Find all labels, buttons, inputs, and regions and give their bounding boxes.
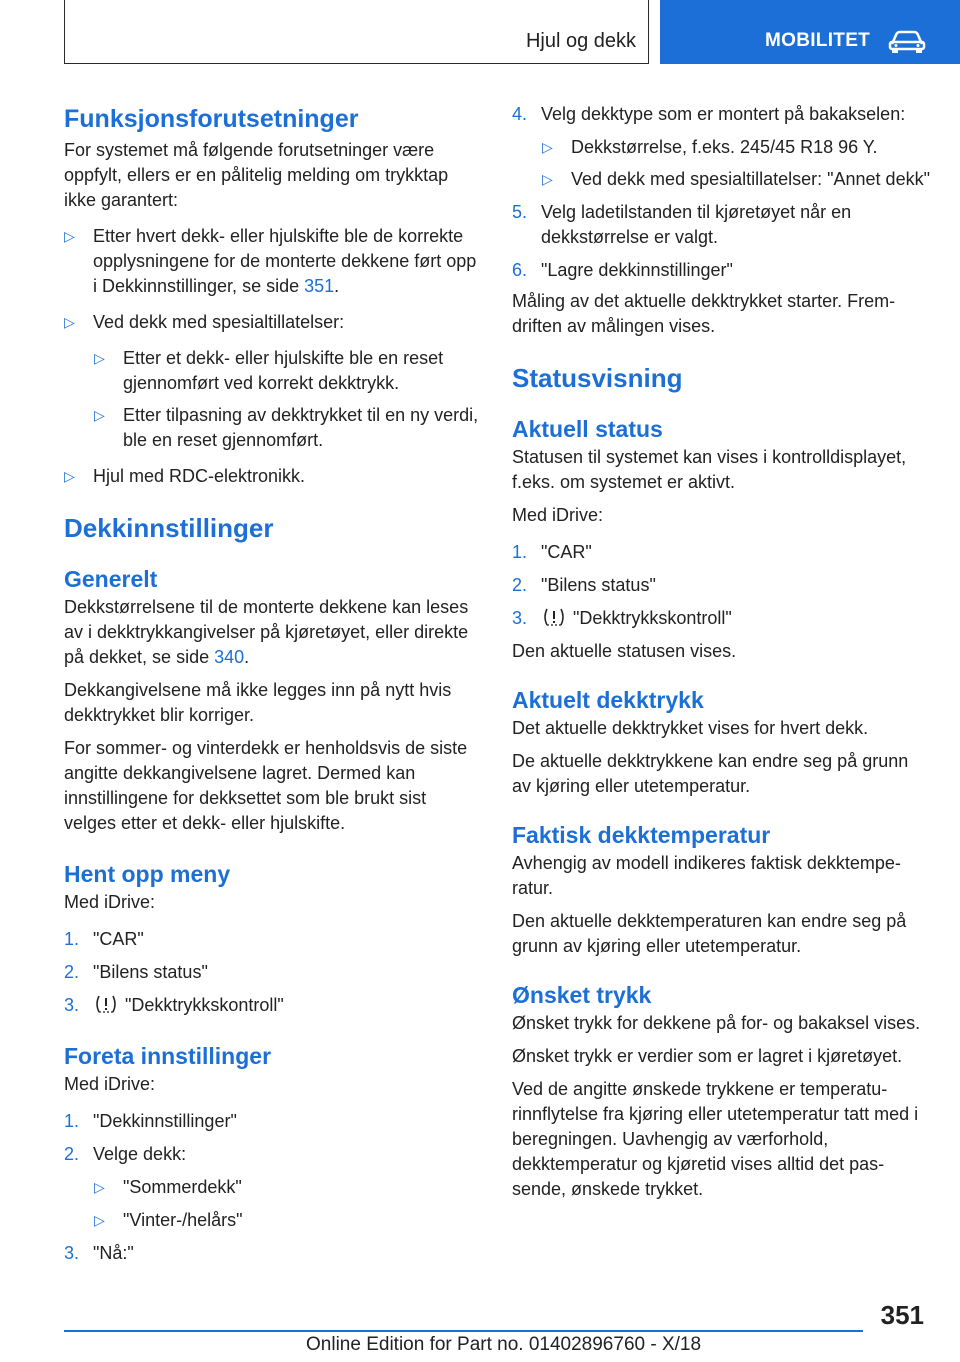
tire-pressure-warning-icon bbox=[541, 607, 567, 627]
sub-bullet-item: ▷ Ved dekk med spesialtillatelser: "Annet dekk" bbox=[542, 167, 930, 192]
heading-faktisk-dekktemperatur: Faktisk dekktemperatur bbox=[512, 822, 771, 848]
triangle-bullet-icon: ▷ bbox=[94, 407, 105, 423]
paragraph: Med iDrive: bbox=[64, 1074, 156, 1094]
footer-rule bbox=[64, 1330, 863, 1332]
car-icon bbox=[888, 28, 926, 54]
section-label: MOBILITET bbox=[765, 30, 871, 51]
paragraph: Ved de angitte ønskede trykkene er temperaturinnflytelse fra kjøring eller utetemperatur tatt med i beregningen. Uavhengig av værforhold, dekktemperatur og kjøretid vises alltid det passende, ønskede trykket. bbox=[512, 1079, 919, 1199]
heading-foreta-innstillinger: Foreta innstillinger bbox=[64, 1043, 272, 1069]
sub-bullet-item: ▷ "Vinter-/helårs" bbox=[94, 1208, 479, 1233]
numbered-item: 2. "Bilens status" bbox=[64, 962, 208, 982]
paragraph: For sommer- og vinterdekk er henholdsvis de siste angitte dekkangivelsene lagret. Dermed kan innstillingene for dekksettet som ble brukt sist velges etter et dekk- eller hjulskifte. bbox=[64, 738, 468, 833]
tire-pressure-warning-icon bbox=[93, 994, 119, 1014]
paragraph: Måling av det aktuelle dekktrykket starter. Fremdriften av målingen vises. bbox=[512, 291, 896, 336]
paragraph: Avhengig av modell indikeres faktisk dekktemperatur. bbox=[512, 853, 901, 898]
numbered-item: 4. Velg dekktype som er montert på bakakselen: bbox=[512, 104, 906, 124]
numbered-item: 1. "CAR" bbox=[64, 929, 144, 949]
paragraph: Dekkangivelsene må ikke legges inn på nytt hvis dekktrykket blir korriger. bbox=[64, 680, 452, 725]
heading-aktuelt-dekktrykk: Aktuelt dekktrykk bbox=[512, 687, 704, 713]
heading-onsket-trykk: Ønsket trykk bbox=[512, 982, 652, 1008]
numbered-item: 2. "Bilens status" bbox=[512, 575, 656, 595]
paragraph: Statusen til systemet kan vises i kontrolldisplayet, f.eks. om systemet er aktivt. bbox=[512, 447, 907, 492]
paragraph: For systemet må følgende forutsetninger være oppfylt, ellers er en pålitelig melding om trykktap ikke garantert: bbox=[64, 140, 449, 210]
header-title-box bbox=[64, 0, 649, 64]
paragraph: Dekkstørrelsene til de monterte dekkene kan leses av i dekktrykkangivelser på kjøretøyet, eller direkte på dekket, se side 340. bbox=[64, 597, 469, 667]
numbered-item: 3. "Dekktrykkskontroll" bbox=[512, 608, 732, 628]
heading-dekkinnstillinger: Dekkinnstillinger bbox=[64, 513, 274, 543]
triangle-bullet-icon: ▷ bbox=[64, 314, 75, 330]
heading-hent-opp-meny: Hent opp meny bbox=[64, 861, 231, 887]
heading-funksjonsforutsetninger: Funksjonsforutsetninger bbox=[64, 105, 359, 133]
paragraph: Ønsket trykk for dekkene på for- og bakaksel vises. bbox=[512, 1013, 921, 1033]
sub-bullet-item: ▷ "Sommerdekk" bbox=[94, 1175, 479, 1200]
paragraph: Det aktuelle dekktrykket vises for hvert dekk. bbox=[512, 718, 869, 738]
triangle-bullet-icon: ▷ bbox=[94, 350, 105, 366]
heading-statusvisning: Statusvisning bbox=[512, 363, 683, 393]
sub-bullet-item: ▷ Dekkstørrelse, f.eks. 245/45 R18 96 Y. bbox=[542, 135, 930, 160]
numbered-item: 1. "Dekkinnstillinger" bbox=[64, 1111, 237, 1131]
numbered-item: 2. Velge dekk: bbox=[64, 1144, 187, 1164]
numbered-item: 6. "Lagre dekkinnstillinger" bbox=[512, 260, 733, 280]
triangle-bullet-icon: ▷ bbox=[64, 228, 75, 244]
triangle-bullet-icon: ▷ bbox=[542, 171, 553, 187]
page-link[interactable]: 340 bbox=[214, 647, 245, 667]
page-link[interactable]: 351 bbox=[304, 276, 335, 296]
chapter-title: Hjul og dekk bbox=[525, 30, 636, 52]
paragraph: Den aktuelle statusen vises. bbox=[512, 641, 737, 661]
bullet-item: ▷ Hjul med RDC-elektronikk. bbox=[64, 464, 479, 489]
triangle-bullet-icon: ▷ bbox=[542, 139, 553, 155]
triangle-bullet-icon: ▷ bbox=[64, 468, 75, 484]
bullet-item: ▷ Ved dekk med spesialtillatelser: bbox=[64, 310, 479, 335]
heading-generelt: Generelt bbox=[64, 566, 158, 592]
paragraph: Ønsket trykk er verdier som er lagret i kjøretøyet. bbox=[512, 1046, 903, 1066]
paragraph: Med iDrive: bbox=[512, 505, 604, 525]
numbered-item: 1. "CAR" bbox=[512, 542, 592, 562]
numbered-item: 5. Velg ladetilstanden til kjøretøyet når en dekkstørrelse er valgt. bbox=[512, 202, 852, 247]
sub-bullet-item: ▷ Etter et dekk- eller hjulskifte ble en reset gjennomført ved korrekt dekktrykk. bbox=[94, 348, 444, 393]
paragraph: Den aktuelle dekktemperaturen kan endre seg på grunn av kjøring eller utetemperatur. bbox=[512, 911, 907, 956]
sub-bullet-item: ▷ Etter tilpasning av dekktrykket til en ny verdi, ble en reset gjennomført. bbox=[94, 405, 479, 450]
numbered-item: 3. "Dekktrykkskontroll" bbox=[64, 995, 284, 1015]
paragraph: Med iDrive: bbox=[64, 892, 156, 912]
paragraph: De aktuelle dekktrykkene kan endre seg på grunn av kjøring eller utetemperatur. bbox=[512, 751, 909, 796]
left-column bbox=[64, 102, 479, 1266]
right-column bbox=[512, 102, 930, 1202]
section-tab[interactable] bbox=[660, 0, 960, 64]
numbered-item: 3. "Nå:" bbox=[64, 1243, 134, 1263]
page-number: 351 bbox=[880, 1300, 924, 1330]
triangle-bullet-icon: ▷ bbox=[94, 1212, 105, 1228]
triangle-bullet-icon: ▷ bbox=[94, 1179, 105, 1195]
footer-edition: Online Edition for Part no. 01402896760 - X/18 bbox=[306, 1334, 702, 1355]
heading-aktuell-status: Aktuell status bbox=[512, 416, 663, 442]
bullet-item: ▷ Etter hvert dekk- eller hjulskifte ble de korrekte opplysningene for de monterte dekkene ført opp i Dekkinnstillinger, se side 351. bbox=[64, 226, 477, 296]
